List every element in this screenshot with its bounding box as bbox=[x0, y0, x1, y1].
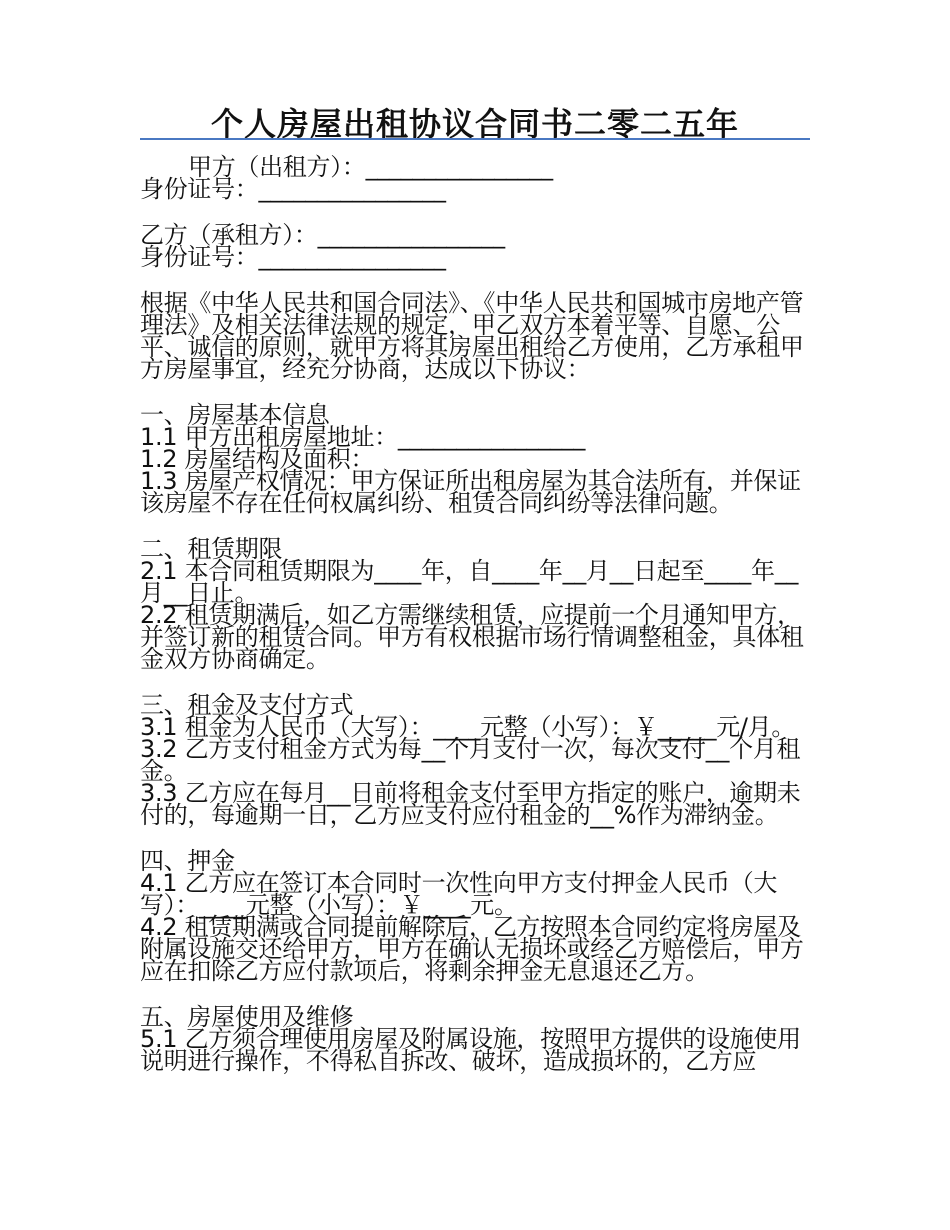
party-b-label: 乙方（承租方）：________________ bbox=[140, 221, 505, 249]
party-a-id: 身份证号：________________ bbox=[140, 175, 446, 203]
party-b-block bbox=[140, 221, 810, 271]
section-heading: 二、租赁期限 bbox=[140, 535, 283, 563]
section-3 bbox=[140, 691, 810, 829]
clause: 2.2 租赁期满后，如乙方需继续租赁，应提前一个月通知甲方，并签订新的租赁合同。甲方有权根据市场行情调整租金，具体租金双方协商确定。 bbox=[140, 601, 804, 673]
party-b-id: 身份证号：________________ bbox=[140, 243, 446, 271]
preamble-block bbox=[140, 289, 810, 383]
clause: 1.3 房屋产权情况：甲方保证所出租房屋为其合法所有，并保证该房屋不存在任何权属纠纷、租赁合同纠纷等法律问题。 bbox=[140, 467, 801, 517]
clause: 5.1 乙方须合理使用房屋及附属设施，按照甲方提供的设施使用说明进行操作，不得私自拆改、破坏，造成损坏的，乙方应 bbox=[140, 1025, 801, 1075]
document-body bbox=[140, 153, 810, 1096]
section-5 bbox=[140, 1003, 810, 1075]
clause: 4.1 乙方应在签订本合同时一次性向甲方支付押金人民币（大写）：____元整（小写）：￥____元。 bbox=[140, 869, 778, 919]
clause: 2.1 本合同租赁期限为____年，自____年__月__日起至____年__月__日止。 bbox=[140, 557, 799, 607]
title-underline bbox=[140, 138, 810, 140]
document-title: 个人房屋出租协议合同书二零二五年 bbox=[210, 105, 739, 143]
party-a-block bbox=[140, 153, 810, 203]
clause: 3.2 乙方支付租金方式为每__个月支付一次，每次支付__个月租金。 bbox=[140, 735, 801, 785]
clause: 1.2 房屋结构及面积： bbox=[140, 445, 375, 473]
clause: 1.1 甲方出租房屋地址：________________ bbox=[140, 423, 586, 451]
section-2 bbox=[140, 535, 810, 673]
section-heading: 五、房屋使用及维修 bbox=[140, 1003, 354, 1031]
section-heading: 一、房屋基本信息 bbox=[140, 401, 330, 429]
party-a-label: 甲方（出租方）：________________ bbox=[188, 153, 553, 181]
section-heading: 四、押金 bbox=[140, 847, 235, 875]
clause: 4.2 租赁期满或合同提前解除后，乙方按照本合同约定将房屋及附属设施交还给甲方，甲方在确认无损坏或经乙方赔偿后，甲方应在扣除乙方应付款项后，将剩余押金无息退还乙方。 bbox=[140, 913, 804, 985]
preamble-text: 根据《中华人民共和国合同法》、《中华人民共和国城市房地产管理法》及相关法律法规的规定，甲乙双方本着平等、自愿、公平、诚信的原则，就甲方将其房屋出租给乙方使用，乙方承租甲方房屋事宜，经充分协商，达成以下协议： bbox=[140, 289, 804, 383]
section-1 bbox=[140, 401, 810, 517]
section-4 bbox=[140, 847, 810, 985]
clause: 3.1 租金为人民币（大写）：____元整（小写）：￥_____元/月。 bbox=[140, 713, 796, 741]
clause: 3.3 乙方应在每月__日前将租金支付至甲方指定的账户，逾期未付的，每逾期一日，乙方应支付应付租金的__%作为滞纳金。 bbox=[140, 779, 801, 829]
section-heading: 三、租金及支付方式 bbox=[140, 691, 354, 719]
